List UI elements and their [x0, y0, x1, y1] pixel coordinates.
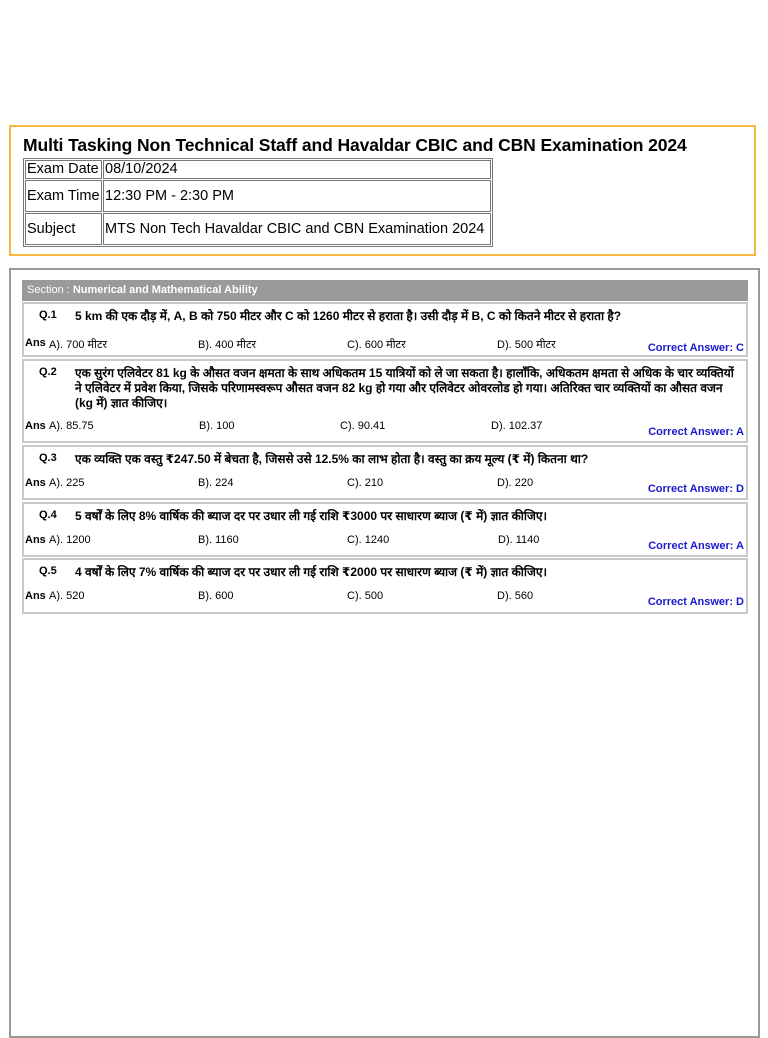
question-number: Q.2 — [39, 366, 57, 378]
question-text: 4 वर्षों के लिए 7% वार्षिक की ब्याज दर पर उधार ली गई राशि ₹2000 पर साधारण ब्याज (₹ में) ज्ञात कीजिए। — [75, 565, 548, 579]
section-header — [22, 280, 748, 301]
ans-label: Ans — [25, 477, 46, 489]
option-c: C). 1240 — [347, 534, 390, 546]
exam-time-label: Exam Time — [25, 180, 102, 212]
question-block — [22, 359, 748, 443]
exam-header — [9, 125, 756, 256]
section-prefix: Section : — [27, 284, 73, 296]
option-d: D). 500 मीटर — [497, 339, 556, 351]
option-c: C). 600 मीटर — [347, 339, 406, 351]
correct-answer: Correct Answer: A — [648, 426, 744, 438]
option-a: A). 85.75 — [49, 420, 94, 432]
option-b: B). 100 — [199, 420, 235, 432]
option-a: A). 225 — [49, 477, 85, 489]
ans-label: Ans — [25, 337, 46, 349]
option-c: C). 210 — [347, 477, 384, 489]
question-block — [22, 302, 748, 357]
option-c: C). 90.41 — [340, 420, 386, 432]
option-b: B). 224 — [198, 477, 234, 489]
ans-label: Ans — [25, 420, 46, 432]
question-block — [22, 558, 748, 614]
exam-date-row — [25, 160, 491, 179]
option-a: A). 1200 — [49, 534, 91, 546]
correct-answer: Correct Answer: D — [647, 483, 744, 495]
option-d: D). 560 — [497, 590, 534, 602]
page-title: Multi Tasking Non Technical Staff and Havaldar CBIC and CBN Examination 2024 — [23, 135, 687, 155]
exam-info-table — [23, 158, 493, 247]
ans-label: Ans — [25, 590, 46, 602]
question-block — [22, 445, 748, 500]
exam-time-value: 12:30 PM - 2:30 PM — [103, 180, 491, 212]
exam-time-row — [25, 180, 491, 212]
subject-row — [25, 213, 491, 245]
answer-label-row — [25, 590, 46, 602]
answer-label-row — [25, 534, 46, 546]
correct-answer: Correct Answer: A — [648, 540, 744, 552]
question-text: एक व्यक्ति एक वस्तु ₹247.50 में बेचता है, जिससे उसे 12.5% का लाभ होता है। वस्तु का क्रय मूल्य (₹ में) कितना था? — [75, 452, 589, 466]
question-text: एक सुरंग एलिवेटर 81 kg के औसत वजन क्षमता के साथ अधिकतम 15 यात्रियों को ले जा सकता है। हालाँकि, अधिकतम क्षमता से अधिक के चार व्यक्तियों ने एलिवेटर में प्रवेश किया, जिसके परिणामस्वरूप औसत वजन 82 kg हो गया और एलिवेटर ओवरलोड हो गया। अतिरिक्त चार व्यक्तियों का औसत वजन (kg में) ज्ञात कीजिए। — [75, 366, 734, 410]
question-text: 5 km की एक दौड़ में, A, B को 750 मीटर और C को 1260 मीटर से हराता है। उसी दौड़ में B, C को कितने मीटर से हराता है? — [75, 309, 622, 323]
question-block — [22, 502, 748, 557]
option-b: B). 600 — [198, 590, 234, 602]
question-number: Q.4 — [39, 509, 57, 521]
ans-label: Ans — [25, 534, 46, 546]
answer-label-row — [25, 477, 46, 489]
question-number: Q.5 — [39, 565, 57, 577]
option-d: D). 1140 — [498, 534, 540, 546]
correct-answer: Correct Answer: D — [647, 596, 744, 608]
option-a: A). 520 — [49, 590, 85, 602]
answer-label-row — [25, 337, 46, 349]
exam-date-label: Exam Date — [25, 160, 102, 179]
option-d: D). 102.37 — [491, 420, 543, 432]
option-a: A). 700 मीटर — [49, 339, 107, 351]
option-b: B). 1160 — [198, 534, 239, 546]
exam-date-value: 08/10/2024 — [103, 160, 491, 179]
question-paper — [9, 268, 760, 1038]
answer-label-row — [25, 420, 46, 432]
subject-label: Subject — [25, 213, 102, 245]
option-c: C). 500 — [347, 590, 384, 602]
question-number: Q.3 — [39, 452, 57, 464]
correct-answer: Correct Answer: C — [647, 342, 744, 354]
option-b: B). 400 मीटर — [198, 339, 256, 351]
section-name: Numerical and Mathematical Ability — [72, 284, 258, 296]
question-number: Q.1 — [39, 309, 57, 321]
option-d: D). 220 — [497, 477, 534, 489]
subject-value: MTS Non Tech Havaldar CBIC and CBN Examination 2024 — [103, 213, 491, 245]
question-text: 5 वर्षों के लिए 8% वार्षिक की ब्याज दर पर उधार ली गई राशि ₹3000 पर साधारण ब्याज (₹ में) ज्ञात कीजिए। — [75, 509, 548, 523]
